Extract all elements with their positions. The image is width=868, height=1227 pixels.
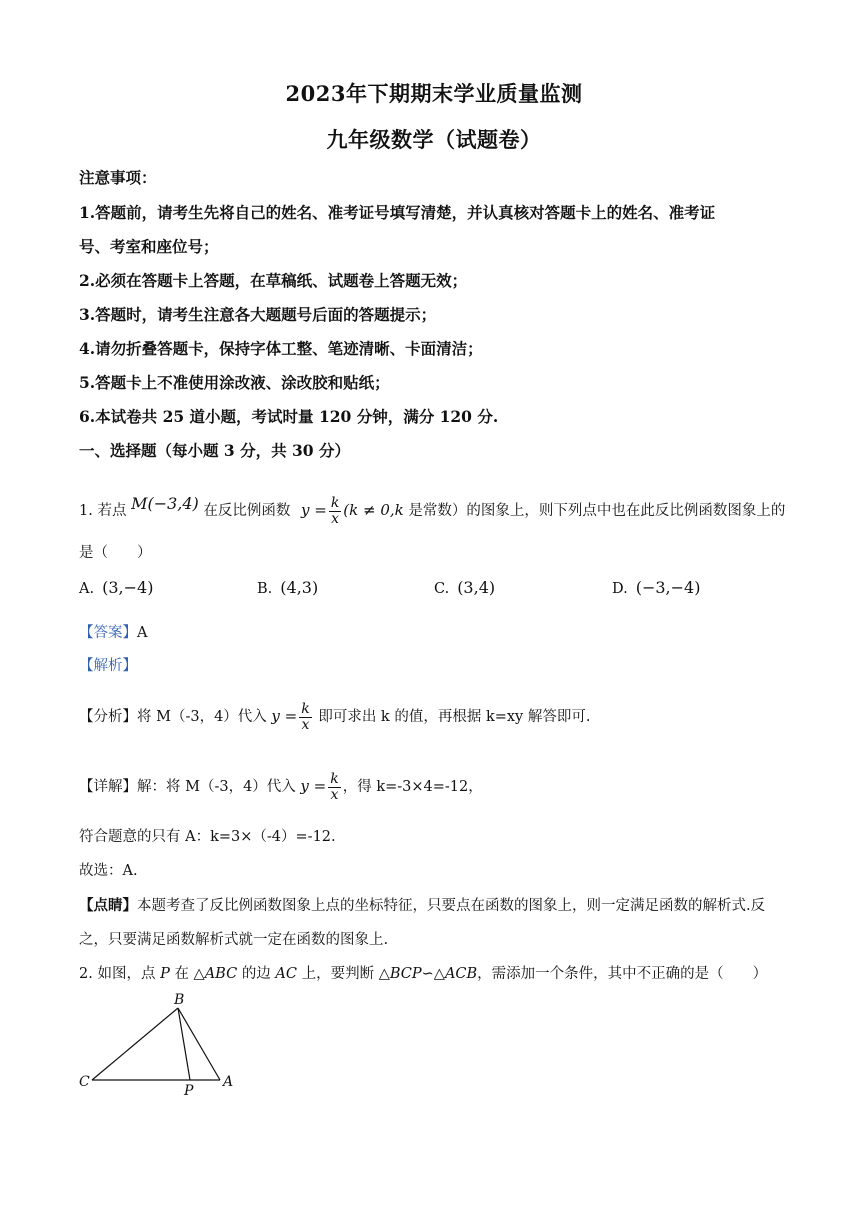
q1-option-c-label: C. [434, 581, 450, 597]
xiangjie-func-lhs: y = [300, 777, 327, 796]
q1-func-den: x [331, 510, 339, 527]
fenxi-text-a: 将 M（-3，4）代入 [137, 709, 267, 726]
fenxi-tag: 【分析】 [79, 709, 137, 726]
notice-item-1: 1.答题前，请考生先将自己的姓名、准考证号填写清楚，并认真核对答题卡上的姓名、准考证 [79, 203, 716, 222]
q2-prefix: 2. 如图，点 [79, 966, 156, 982]
q1-option-d [612, 578, 700, 597]
q1-option-d-value: (−3,−4) [635, 578, 701, 597]
fenxi-func-den: x [301, 716, 310, 733]
q1-fuhe: 符合题意的只有 A：k=3×（-4）=-12. [79, 829, 336, 845]
answer-value: A [137, 625, 148, 641]
q1-func-cond: (k ≠ 0,k [343, 501, 404, 520]
label-b: B [174, 992, 185, 1008]
q1-func-lhs: y = [301, 501, 327, 520]
q1-option-b-value: (4,3) [280, 578, 319, 597]
q1-option-c-value: (3,4) [457, 578, 496, 597]
label-a: A [223, 1074, 234, 1090]
q1-mid: 在反比例函数 [203, 503, 291, 520]
q2-stem [79, 962, 767, 983]
q1-tail: 是常数）的图象上，则下列点中也在此反比例函数图象上的 [408, 503, 786, 520]
xiangjie-func-num: k [330, 771, 339, 787]
q2-similarity: △BCP∽△ACB [378, 966, 478, 982]
q1-dianjing [79, 894, 765, 915]
dianjing-tag: 【点睛】 [79, 897, 137, 914]
analysis-tag: 【解析】 [79, 658, 137, 674]
q2-mid1: 在 [174, 966, 189, 982]
q1-option-c [434, 578, 495, 597]
q1-xiangjie [79, 772, 483, 802]
q1-stem-line2: 是（ ） [79, 545, 152, 561]
q1-point: M(−3,4) [131, 494, 199, 514]
exam-title: 2023年下期期末学业质量监测 [285, 81, 583, 106]
notice-item-5: 5.答题卡上不准使用涂改液、涂改胶和贴纸； [79, 373, 390, 392]
q1-option-b [257, 578, 318, 597]
segment-bc [92, 1008, 178, 1080]
notice-item-4: 4.请勿折叠答题卡，保持字体工整、笔迹清晰、卡面清洁； [79, 339, 483, 358]
q2-tail: ，需添加一个条件，其中不正确的是（ ） [477, 966, 768, 982]
answer-tag: 【答案】 [79, 625, 137, 641]
q2-point-p: P [160, 966, 170, 982]
exam-subtitle: 九年级数学（试题卷） [326, 127, 542, 152]
section-heading: 一、选择题（每小题 3 分，共 30 分） [79, 441, 350, 460]
q1-option-d-label: D. [612, 581, 628, 597]
q1-prefix: 1. 若点 [79, 503, 127, 520]
q1-option-a-label: A. [79, 581, 95, 597]
notice-item-2: 2.必须在答题卡上答题，在草稿纸、试题卷上答题无效； [79, 271, 468, 290]
q1-guxuan: 故选：A. [79, 863, 138, 879]
q2-mid3: 上，要判断 [301, 966, 375, 982]
q1-stem [79, 496, 785, 526]
q2-triangle-figure [70, 988, 250, 1098]
q1-option-a [79, 578, 153, 597]
xiangjie-text-b: ，得 k=-3×4=-12， [342, 779, 483, 796]
fenxi-func-num: k [301, 701, 310, 717]
fenxi-func-fraction [299, 702, 311, 732]
xiangjie-func-fraction [328, 772, 340, 802]
fenxi-text-b: 即可求出 k 的值，再根据 k=xy 解答即可. [318, 709, 591, 726]
xiangjie-text-a: 解：将 M（-3，4）代入 [137, 779, 296, 796]
q1-dianjing-cont: 之，只要满足函数解析式就一定在函数的图象上. [79, 932, 389, 948]
label-p: P [184, 1083, 194, 1098]
q1-func-num: k [330, 495, 340, 511]
dianjing-text-1: 本题考查了反比例函数图象上点的坐标特征，只要点在函数的图象上，则一定满足函数的解析式.反 [137, 898, 766, 914]
notice-item-1-cont: 号、考室和座位号； [79, 237, 219, 256]
label-c: C [79, 1074, 90, 1090]
xiangjie-tag: 【详解】 [79, 779, 137, 796]
q1-fenxi [79, 702, 590, 732]
q1-answer [79, 621, 147, 642]
notice-item-6: 6.本试卷共 25 道小题，考试时量 120 分钟，满分 120 分. [79, 407, 499, 426]
xiangjie-func-den: x [330, 786, 339, 803]
fenxi-func-lhs: y = [271, 707, 298, 726]
q1-option-b-label: B. [257, 581, 273, 597]
q1-func-fraction [329, 496, 341, 526]
notice-item-3: 3.答题时，请考生注意各大题题号后面的答题提示； [79, 305, 437, 324]
q1-option-a-value: (3,−4) [102, 578, 154, 597]
notice-heading: 注意事项： [79, 168, 157, 187]
q2-triangle: △ABC [193, 966, 238, 982]
q2-side: AC [275, 966, 297, 982]
q2-mid2: 的边 [241, 966, 271, 982]
